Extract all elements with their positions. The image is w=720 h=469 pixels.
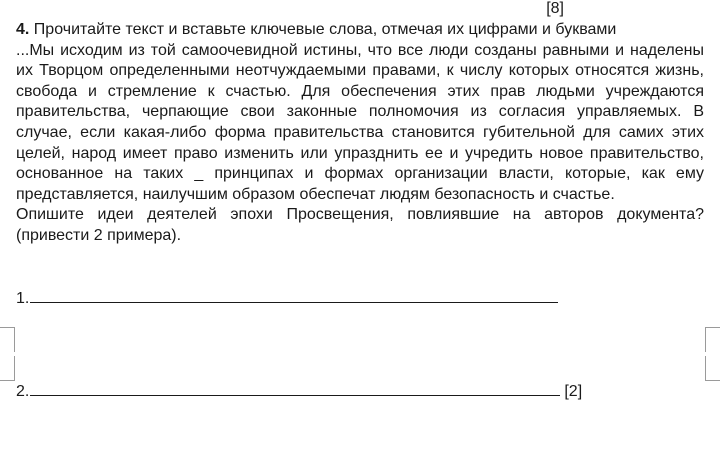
answer-blank-1[interactable] — [30, 288, 558, 303]
answer-line-1[interactable] — [16, 288, 558, 309]
answer-score: [2] — [564, 383, 583, 400]
task-instruction: Прочитайте текст и вставьте ключевые слова, отмечая их цифрами и буквами — [33, 21, 617, 38]
task-block — [16, 20, 704, 247]
answer-blank-2[interactable] — [30, 381, 560, 396]
answer-line-2[interactable] — [16, 381, 582, 402]
document-passage: ...Мы исходим из той самоочевидной истины, что все люди созданы равными и наделены их Творцом определенными неотчуждаемыми правами, к числу которых относятся жизнь, свобода и стремление к счастью. Для обеспечения этих прав людьми учреждаются правительства, черпающие свои законные полномочия из согласия управляемых. В случае, если какая-либо форма правительства становится губительной для самих этих целей, народ имеет право изменить или упразднить ее и учредить новое правительство, основанное на таких _ принципах и формах организации власти, которые, как ему представляется, наилучшим образом обеспечат людям безопасность и счастье. — [16, 41, 704, 203]
task-question: Опишите идеи деятелей эпохи Просвещения, повлиявшие на авторов документа? (привести 2 примера). — [16, 206, 704, 244]
crop-mark-top-right — [705, 327, 720, 352]
crop-mark-bottom-right — [705, 356, 720, 381]
crop-mark-bottom-left — [0, 356, 15, 381]
crop-mark-top-left — [0, 327, 15, 352]
task-number: 4. — [16, 21, 30, 38]
answer-label-1: 1. — [16, 290, 30, 307]
answer-label-2: 2. — [16, 383, 30, 400]
task-max-score: [8] — [546, 0, 564, 17]
task-header — [16, 20, 704, 41]
